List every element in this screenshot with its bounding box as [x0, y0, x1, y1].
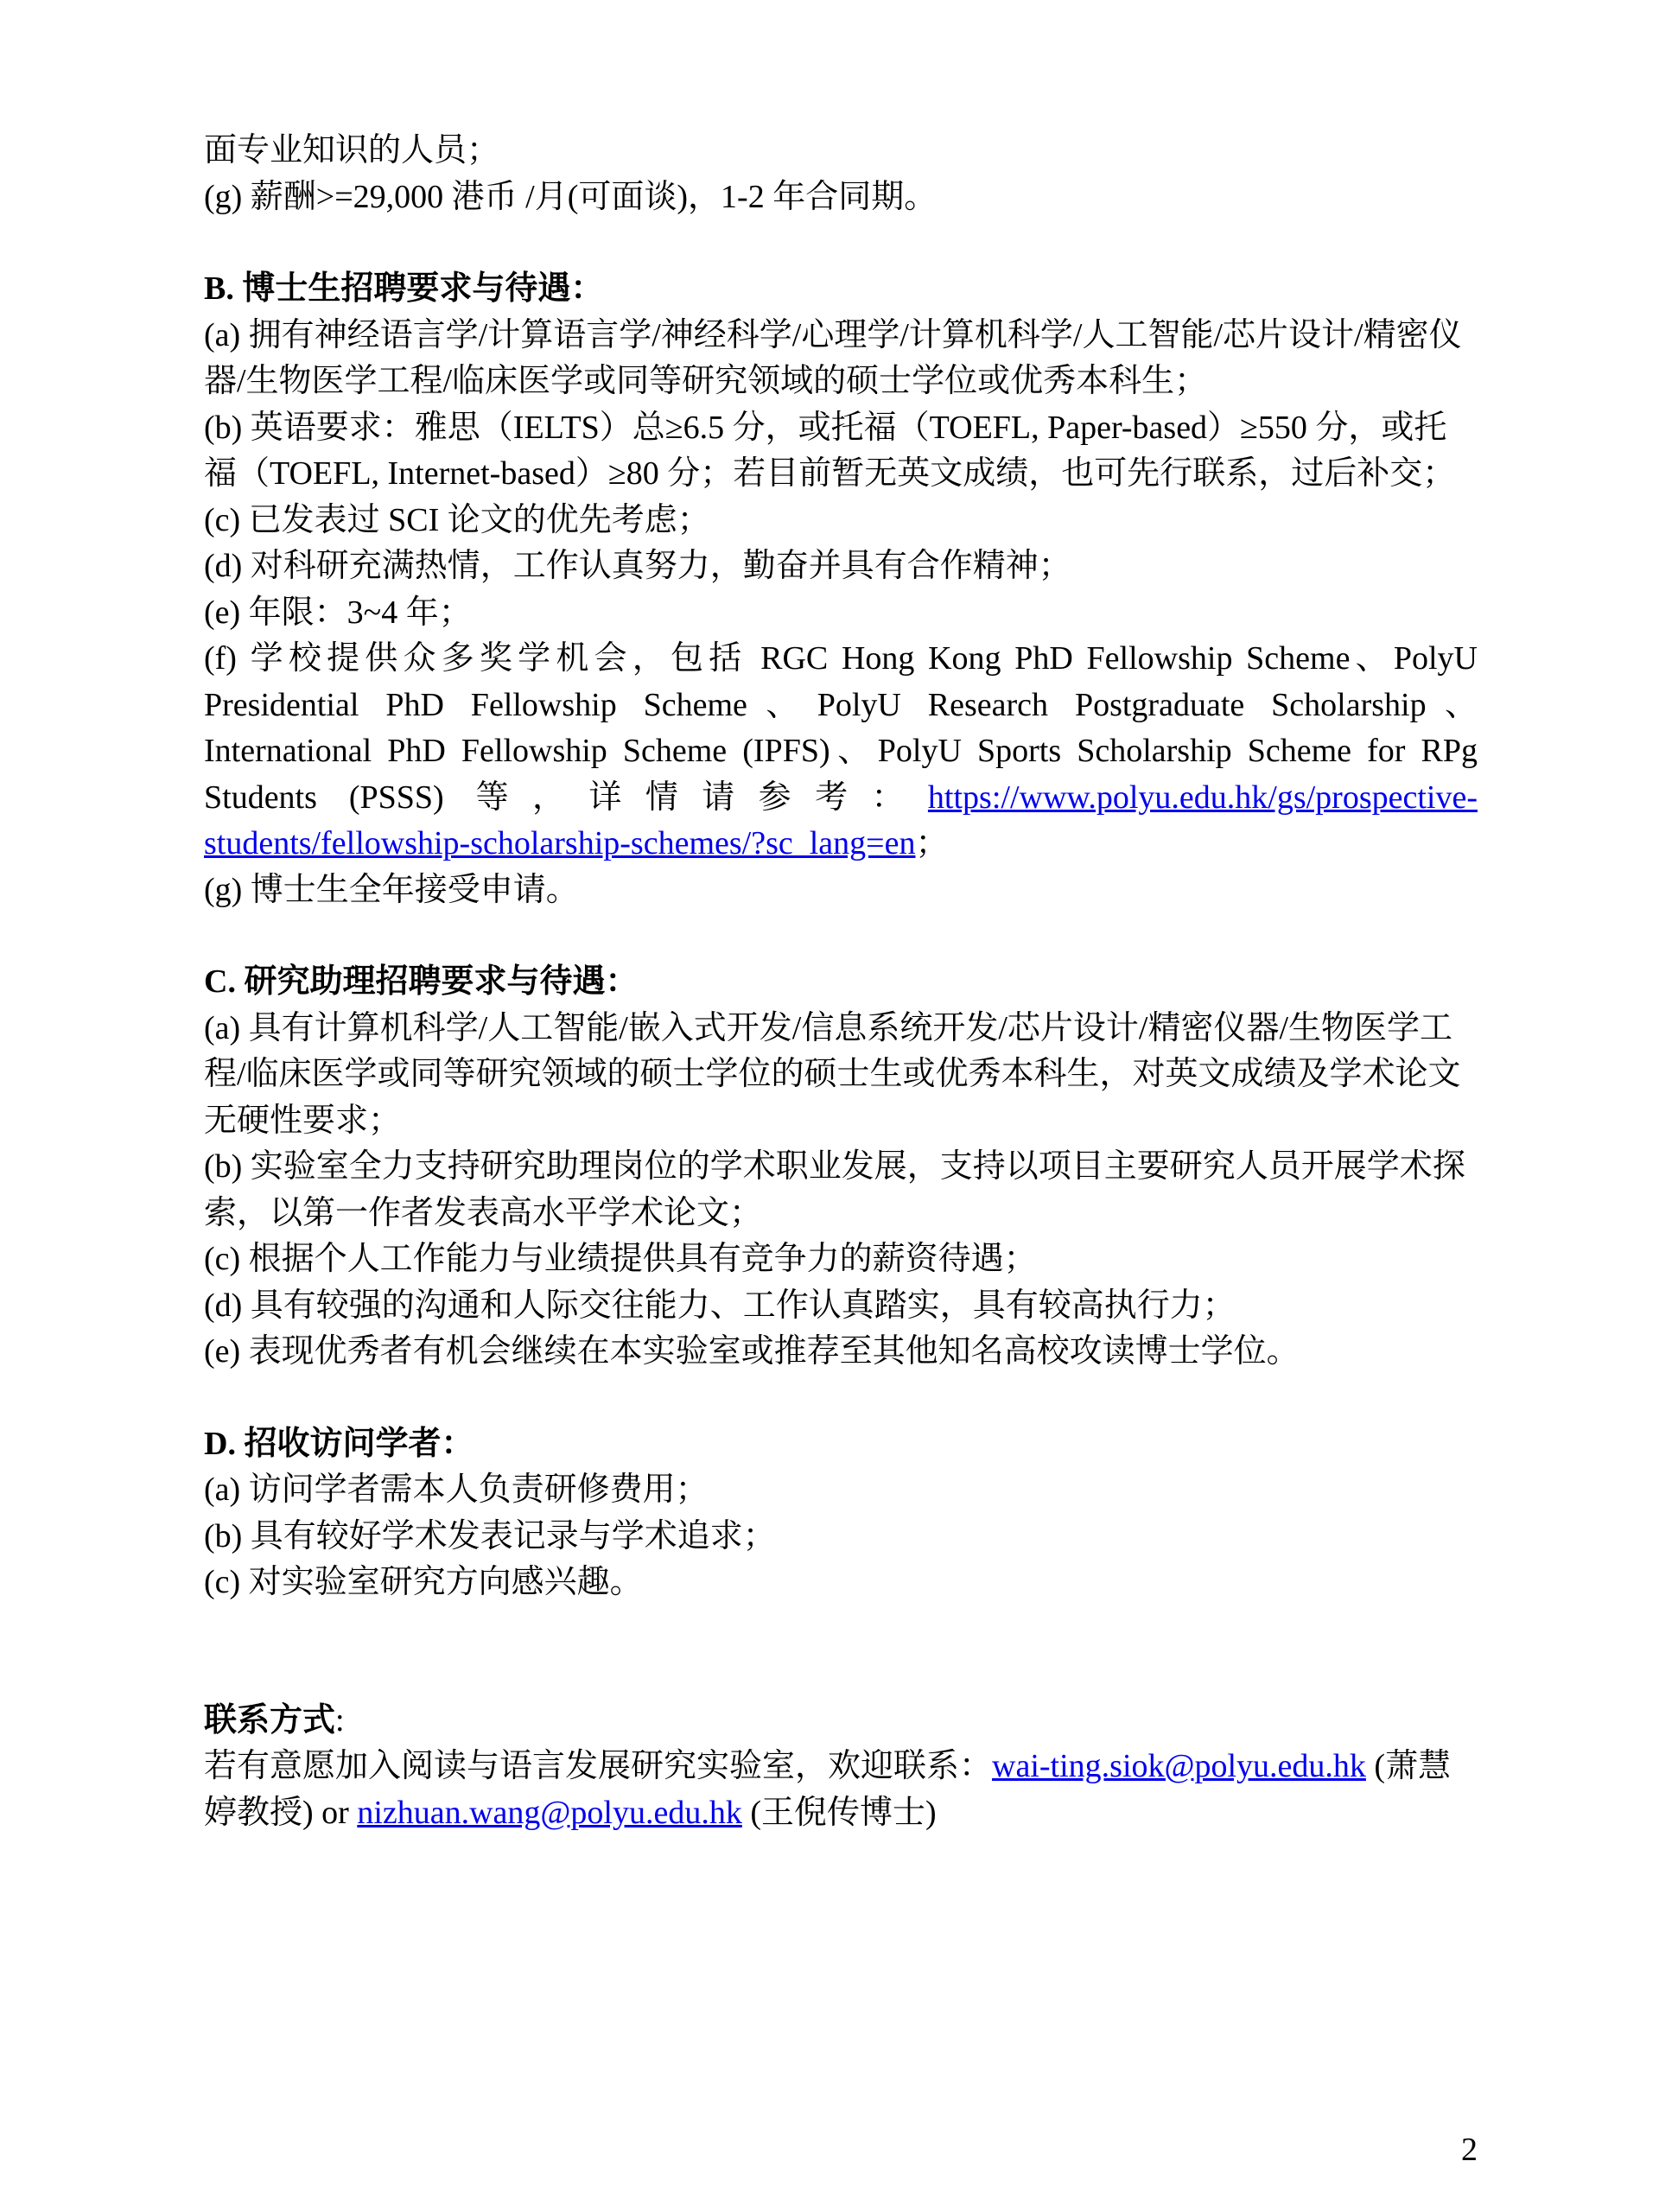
section-b-item-f-end: ； [915, 825, 949, 861]
section-b-item-f-text: (f) 学校提供众多奖学机会，包括 RGC Hong Kong PhD Fellowship Scheme、PolyU Presidential PhD Fellowship Scheme、PolyU Research Postgraduate Scholarship、International PhD Fellowship Scheme (IPFS)、PolyU Sports Scholarship Scheme for RPg Students (PSSS) 等，详情请参考： [204, 640, 1478, 816]
email-link-siok[interactable]: wai-ting.siok@polyu.edu.hk [992, 1748, 1366, 1784]
section-b-item-f [204, 636, 1478, 868]
section-b-item-d: (d) 对科研充满热情，工作认真努力，勤奋并具有合作精神； [204, 548, 1071, 584]
contact-heading-line [204, 1698, 1478, 1745]
section-c-item-a: (a) 具有计算机科学/人工智能/嵌入式开发/信息系统开发/芯片设计/精密仪器/生物医学工程/临床医学或同等研究领域的硕士学位的硕士生或优秀本科生，对英文成绩及学术论文无硬性要求； [204, 1009, 1461, 1139]
spacer [204, 1376, 1478, 1421]
email-link-wang[interactable]: nizhuan.wang@polyu.edu.hk [357, 1794, 742, 1831]
section-c-item-e: (e) 表现优秀者有机会继续在本实验室或推荐至其他知名高校攻读博士学位。 [204, 1333, 1300, 1370]
document-body [204, 128, 1478, 1836]
spacer [204, 1606, 1478, 1698]
section-b-item-g: (g) 博士生全年接受申请。 [204, 871, 579, 908]
section-c-item-c: (c) 根据个人工作能力与业绩提供具有竞争力的薪资待遇； [204, 1241, 1037, 1277]
section-d-item-c: (c) 对实验室研究方向感兴趣。 [204, 1564, 643, 1600]
contact-line [204, 1744, 1478, 1836]
spacer [204, 913, 1478, 959]
intro-line-2: (g) 薪酬>=29,000 港币 /月(可面谈)，1-2 年合同期。 [204, 178, 938, 215]
intro-line-1: 面专业知识的人员； [204, 132, 500, 168]
section-c-heading: C. 研究助理招聘要求与待遇： [204, 963, 639, 1000]
section-b-item-a: (a) 拥有神经语言学/计算语言学/神经科学/心理学/计算机科学/人工智能/芯片设计/精密仪器/生物医学工程/临床医学或同等研究领域的硕士学位或优秀本科生； [204, 316, 1462, 399]
section-b-item-b: (b) 英语要求：雅思（IELTS）总≥6.5 分，或托福（TOEFL, Paper-based）≥550 分，或托福（TOEFL, Internet-based）≥80 分；若目前暂无英文成绩，也可先行联系，过后补交； [204, 409, 1456, 492]
page-number: 2 [1461, 2132, 1478, 2168]
section-b-item-c: (c) 已发表过 SCI 论文的优先考虑； [204, 501, 710, 538]
section-d-item-b: (b) 具有较好学术发表记录与学术追求； [204, 1517, 776, 1554]
spacer [204, 220, 1478, 266]
section-d-item-a: (a) 访问学者需本人负责研修费用； [204, 1471, 709, 1508]
section-c-item-b: (b) 实验室全力支持研究助理岗位的学术职业发展，支持以项目主要研究人员开展学术探索，以第一作者发表高水平学术论文； [204, 1148, 1465, 1231]
contact-name-1: (萧慧婷教授) or [204, 1748, 1452, 1831]
section-b-heading: B. 博士生招聘要求与待遇： [204, 270, 604, 307]
contact-text: 若有意愿加入阅读与语言发展研究实验室，欢迎联系： [204, 1748, 993, 1784]
section-d-heading: D. 招收访问学者： [204, 1425, 474, 1462]
section-c-item-d: (d) 具有较强的沟通和人际交往能力、工作认真踏实，具有较高执行力； [204, 1287, 1236, 1324]
section-b-item-e: (e) 年限：3~4 年； [204, 594, 472, 631]
contact-heading: 联系方式 [204, 1701, 336, 1738]
contact-name-2: (王倪传博士) [741, 1794, 937, 1831]
scholarship-link[interactable]: https://www.polyu.edu.hk/gs/prospective-students/fellowship-scholarship-schemes/?sc_lang=en [204, 779, 1478, 861]
contact-heading-colon: : [335, 1701, 345, 1738]
